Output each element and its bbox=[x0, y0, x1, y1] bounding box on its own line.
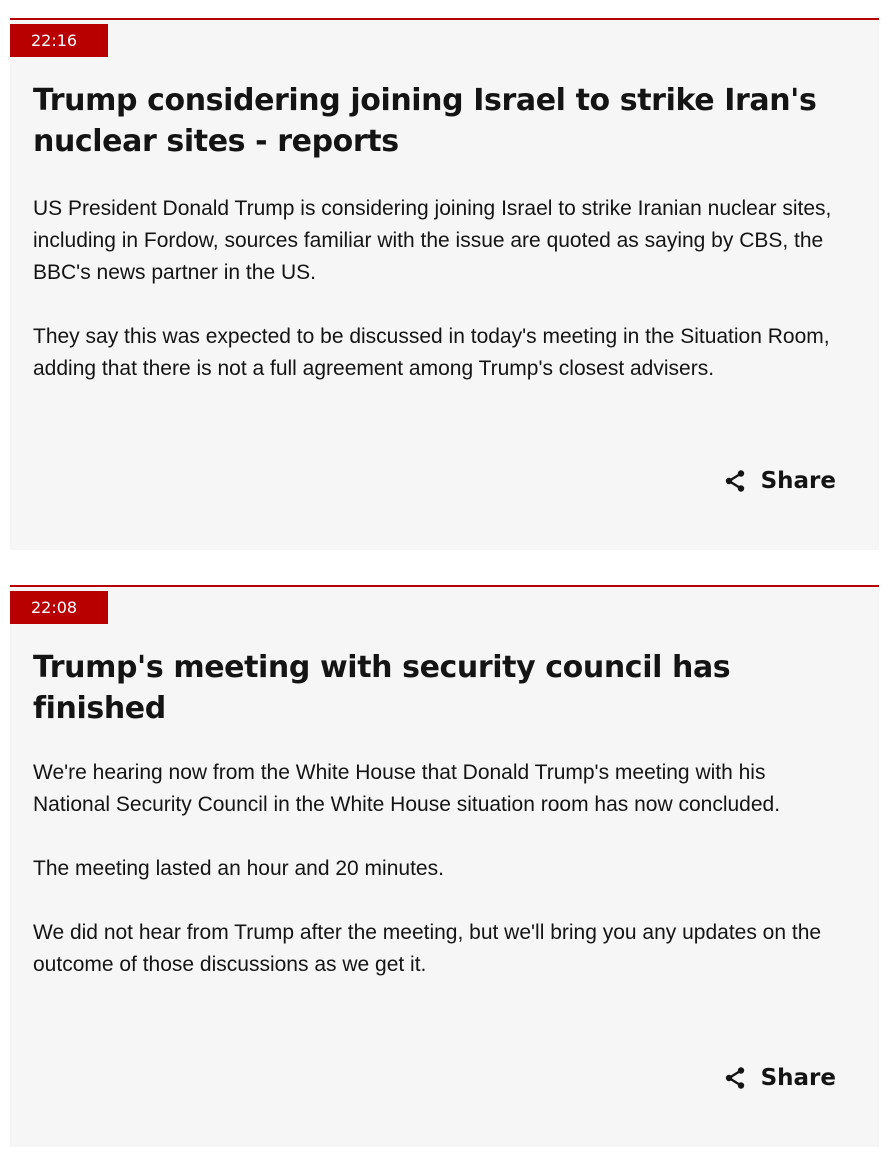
post-headline: Trump's meeting with security council has finished bbox=[33, 650, 731, 726]
post-headline: Trump considering joining Israel to strike Iran's nuclear sites - reports bbox=[33, 83, 817, 159]
post-paragraph: They say this was expected to be discussed in today's meeting in the Situation Room, adding that there is not a full agreement among Trump's closest advisers. bbox=[33, 325, 830, 380]
live-post bbox=[10, 585, 879, 1147]
share-label: Share bbox=[760, 1065, 836, 1091]
post-paragraph: The meeting lasted an hour and 20 minutes. bbox=[33, 857, 444, 880]
share-button[interactable] bbox=[723, 466, 836, 496]
share-icon bbox=[723, 1066, 747, 1090]
post-body bbox=[33, 193, 843, 385]
share-icon bbox=[723, 469, 747, 493]
post-paragraph: US President Donald Trump is considering joining Israel to strike Iranian nuclear sites, including in Fordow, sources familiar with the issue are quoted as saying by CBS, the BBC's news partner in the US. bbox=[33, 197, 832, 284]
live-post bbox=[10, 18, 879, 550]
share-button[interactable] bbox=[723, 1063, 836, 1093]
post-paragraph: We did not hear from Trump after the meeting, but we'll bring you any updates on the outcome of those discussions as we get it. bbox=[33, 921, 822, 976]
post-body bbox=[33, 757, 843, 981]
post-timestamp: 22:16 bbox=[10, 24, 108, 57]
post-timestamp: 22:08 bbox=[10, 591, 108, 624]
share-label: Share bbox=[760, 468, 836, 494]
post-paragraph: We're hearing now from the White House that Donald Trump's meeting with his National Security Council in the White House situation room has now concluded. bbox=[33, 761, 781, 816]
